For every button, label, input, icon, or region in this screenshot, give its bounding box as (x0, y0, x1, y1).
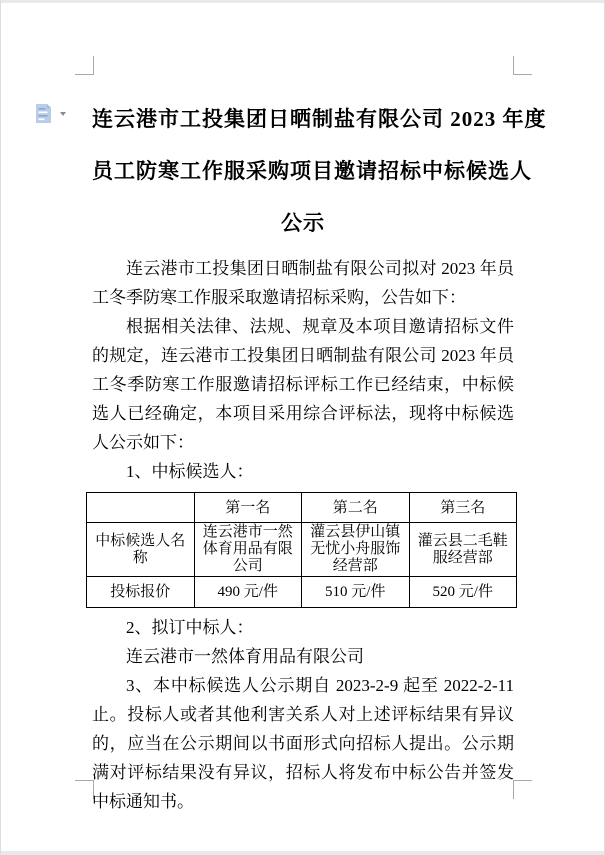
page-top-edge (0, 0, 605, 3)
document-body (92, 254, 514, 816)
cell-price-1: 490 元/件 (194, 577, 302, 608)
dropdown-arrow-icon (60, 112, 66, 116)
cell-candidate-1: 连云港市一然体育用品有限公司 (194, 523, 302, 577)
title-line-1: 连云港市工投集团日晒制盐有限公司 2023 年度 (92, 107, 547, 131)
row-label-candidate-name: 中标候选人名称 (87, 523, 195, 577)
bid-candidates-table (86, 492, 517, 608)
paste-options-button[interactable] (35, 103, 69, 125)
paragraph-basis: 根据相关法律、法规、规章及本项目邀请招标文件的规定，连云港市工投集团日晒制盐有限公司 2023 年员工冬季防寒工作服邀请招标评标工作已经结束，中标候选人已经确定，本项目采用综合评标法，现将中标候选人公示如下： (92, 317, 514, 452)
cell-candidate-3: 灌云县二毛鞋服经营部 (409, 523, 517, 577)
row-label-bid-price: 投标报价 (87, 577, 195, 608)
cell-price-2: 510 元/件 (302, 577, 410, 608)
paragraph-intro: 连云港市工投集团日晒制盐有限公司拟对 2023 年员工冬季防寒工作服采取邀请招标采购，公告如下： (92, 259, 514, 307)
cell-price-3: 520 元/件 (409, 577, 517, 608)
table-row-bid-prices (87, 577, 517, 608)
table-header-cell-first: 第一名 (194, 493, 302, 523)
table-header-cell-second: 第二名 (302, 493, 410, 523)
margin-crop-mark-top-left (75, 56, 94, 75)
title-line-2: 员工防寒工作服采购项目邀请招标中标候选人 (92, 159, 532, 183)
list-item-proposed-winner: 2、拟订中标人： (126, 618, 254, 637)
table-row-candidate-names (87, 523, 517, 577)
margin-crop-mark-bottom-right (513, 780, 532, 799)
list-item-candidates: 1、中标候选人： (126, 462, 254, 481)
document-title (92, 93, 547, 249)
table-header-row (87, 493, 517, 523)
title-line-3: 公示 (281, 211, 325, 235)
margin-crop-mark-top-right (513, 56, 532, 75)
page-bottom-edge (0, 851, 605, 855)
document-icon (35, 103, 69, 125)
proposed-winner-name: 连云港市一然体育用品有限公司 (126, 647, 364, 666)
paragraph-publicity-period: 3、本中标候选人公示期自 2023-2-9 起至 2022-2-11 止。投标人或者其他利害关系人对上述评标结果有异议的，应当在公示期间以书面形式向招标人提出。公示期满对评标结果没有异议，招标人将发布中标公告并签发中标通知书。 (92, 676, 514, 811)
table-header-cell-blank (87, 493, 195, 523)
page-left-edge (0, 0, 1, 855)
cell-candidate-2: 灌云县伊山镇无忧小舟服饰经营部 (302, 523, 410, 577)
table-header-cell-third: 第三名 (409, 493, 517, 523)
